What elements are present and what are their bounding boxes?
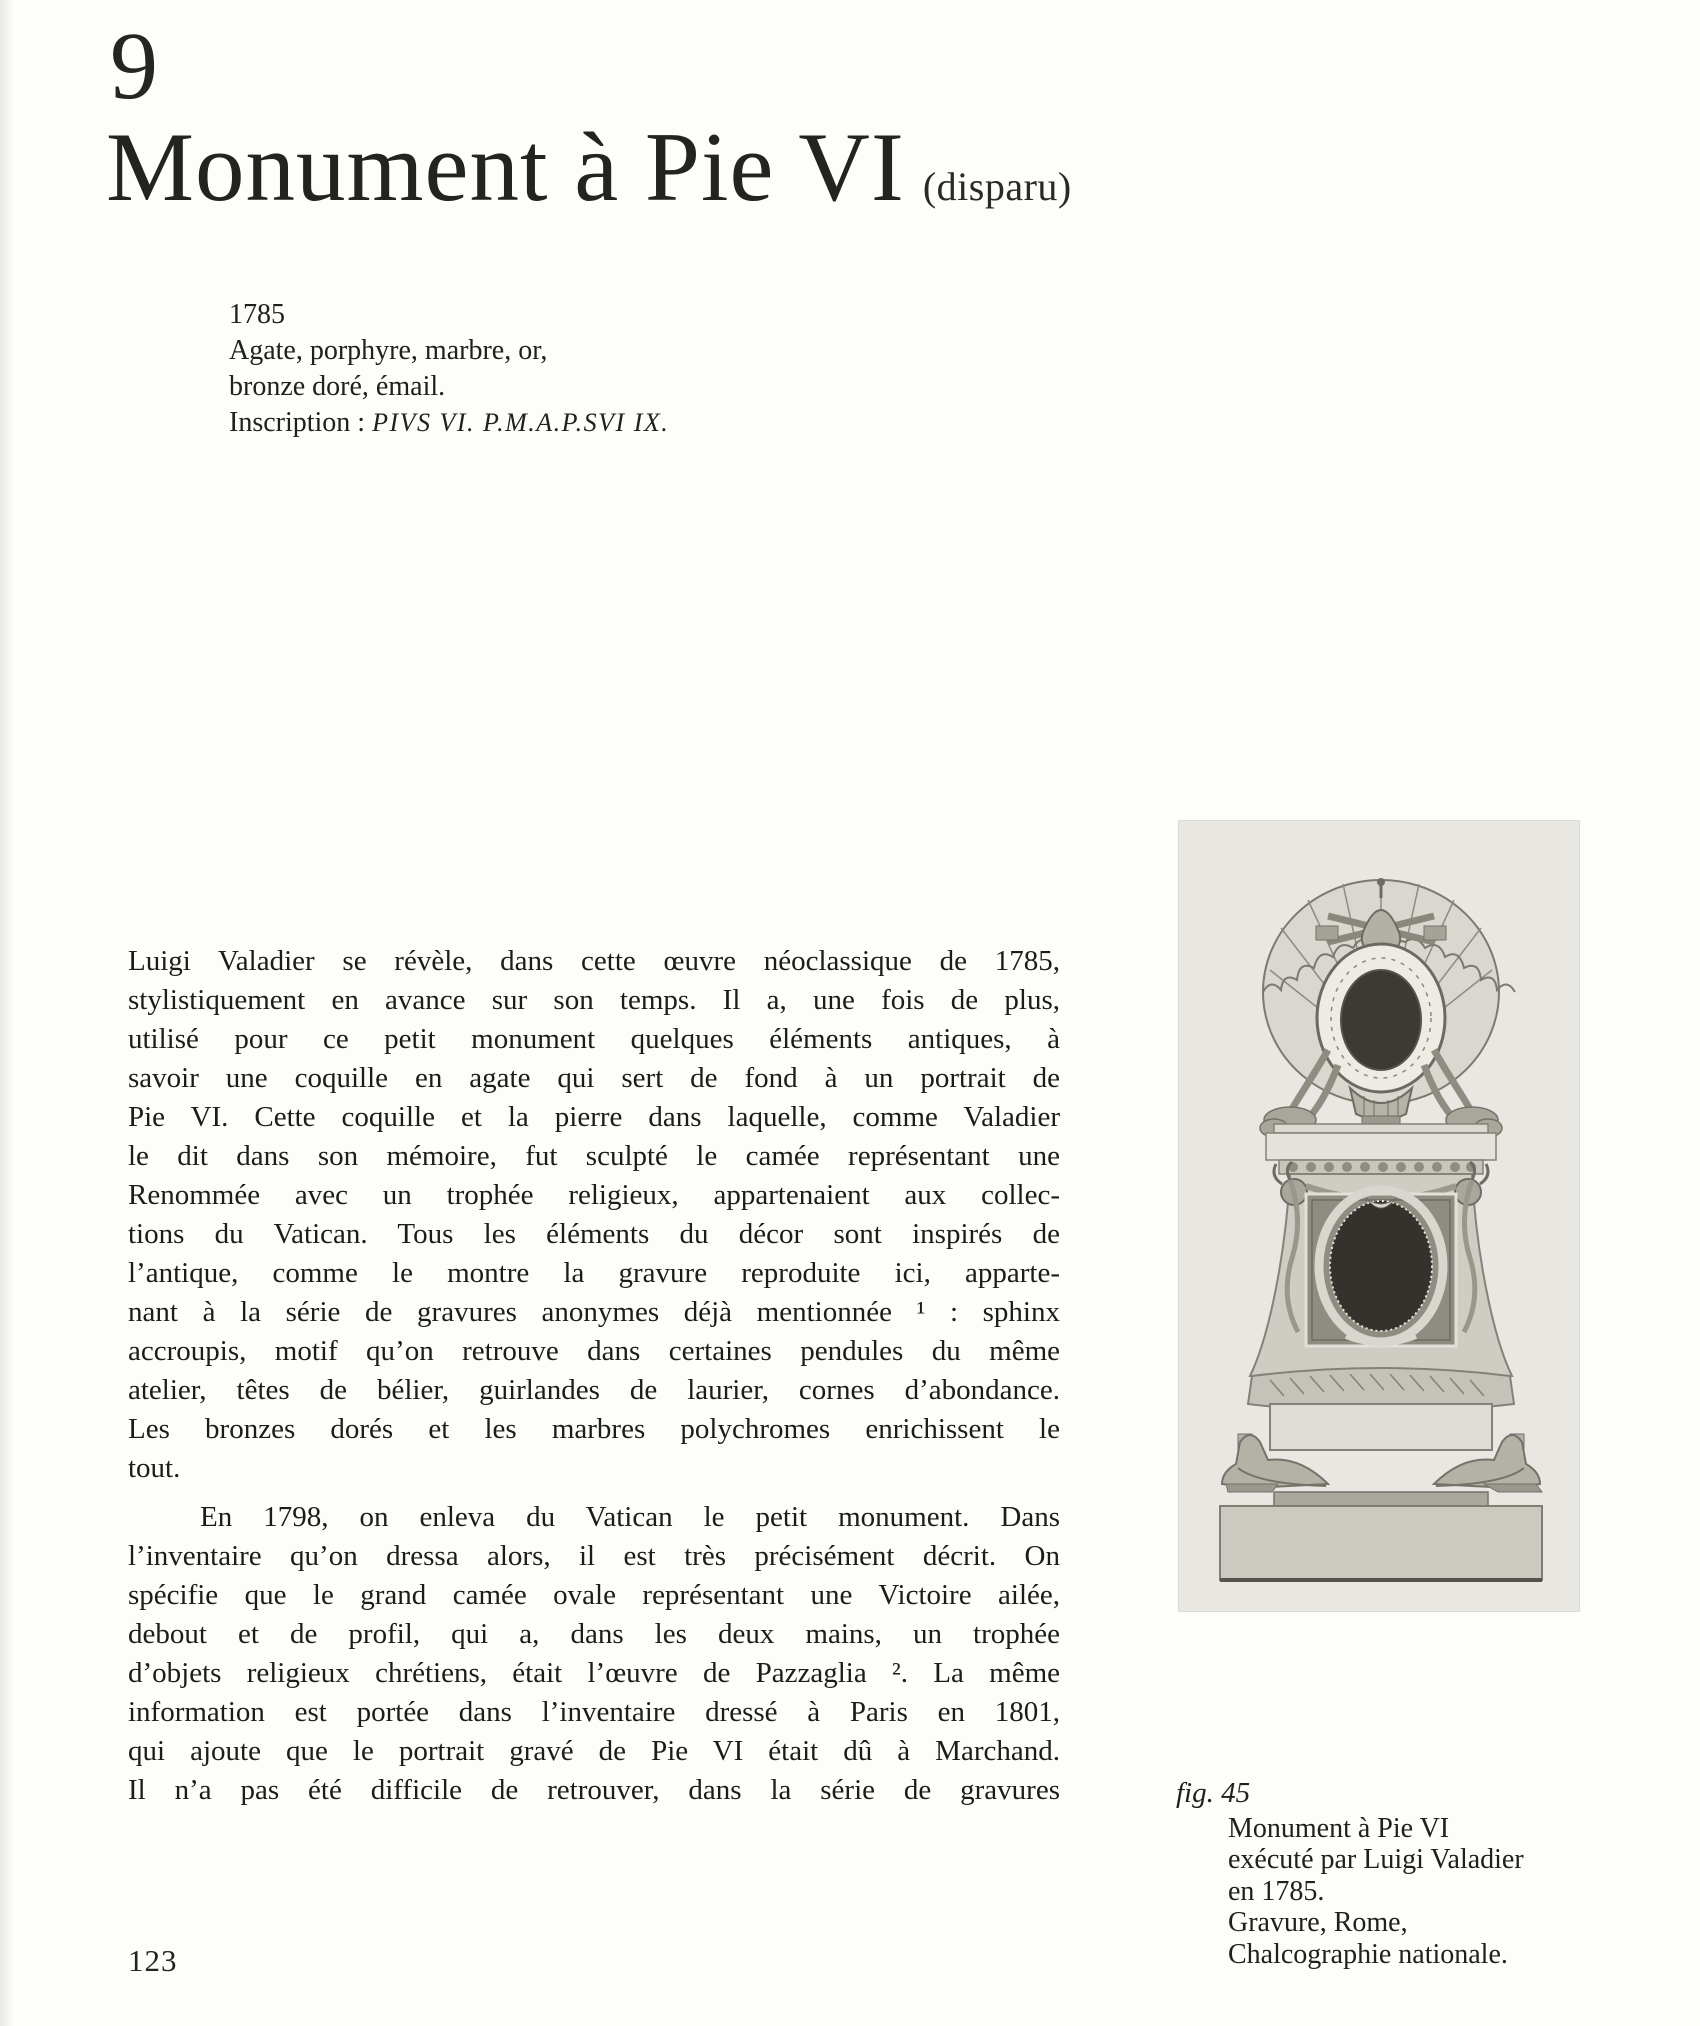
artwork-metadata [229, 297, 669, 441]
text-line: Gravure, Rome, [1228, 1907, 1408, 1938]
text-line: accroupis, motif qu’on retrouve dans certaines pendules du même [128, 1335, 1060, 1367]
page-title-row [106, 113, 1072, 222]
figure-caption-lines [1228, 1813, 1524, 1971]
page-number: 123 [128, 1943, 178, 1978]
text-line: En 1798, on enleva du Vatican le petit monument. Dans [200, 1501, 1060, 1533]
text-line: utilisé pour ce petit monument quelques éléments antiques, à [128, 1023, 1060, 1055]
text-line: tions du Vatican. Tous les éléments du décor sont inspirés de [128, 1218, 1060, 1250]
text-line: spécifie que le grand camée ovale représentant une Victoire ailée, [128, 1579, 1060, 1611]
text-line: debout et de profil, qui a, dans les deux mains, un trophée [128, 1618, 1060, 1650]
text-line: Monument à Pie VI [1228, 1812, 1450, 1844]
page-title-suffix: (disparu) [922, 164, 1072, 209]
text-line: information est portée dans l’inventaire dressé à Paris en 1801, [128, 1696, 1060, 1728]
inscription-value: PIVS VI. P.M.A.P.SVI IX. [372, 408, 670, 437]
monument-cameo-oval [1330, 1201, 1432, 1331]
scan-edge-shadow [0, 0, 14, 2026]
body-text-column [128, 942, 1060, 1810]
text-line: Il n’a pas été difficile de retrouver, dans la série de gravures [128, 1774, 1060, 1806]
chapter-number: 9 [110, 12, 158, 119]
monument-base [1220, 1492, 1542, 1580]
text-line: tout. [128, 1452, 181, 1484]
artwork-inscription [229, 405, 669, 441]
figure-label: fig. 45 [1176, 1777, 1251, 1809]
engraving-figure [1178, 820, 1580, 1612]
artwork-materials-line2: bronze doré, émail. [229, 371, 446, 402]
text-line: Luigi Valadier se révèle, dans cette œuvre néoclassique de 1785, [128, 945, 1060, 977]
page-title: Monument à Pie VI [106, 113, 905, 222]
artwork-year: 1785 [229, 299, 285, 330]
body-paragraph-1 [128, 942, 1060, 1488]
text-line: Pie VI. Cette coquille et la pierre dans laquelle, comme Valadier [128, 1101, 1060, 1133]
text-line: exécuté par Luigi Valadier [1228, 1844, 1524, 1875]
monument-engraving [1178, 820, 1580, 1612]
text-line: savoir une coquille en agate qui sert de fond à un portrait de [128, 1062, 1060, 1094]
text-line: Renommée avec un trophée religieux, appartenaient aux collec- [128, 1179, 1060, 1211]
inscription-label: Inscription : [229, 407, 373, 438]
text-line: nant à la série de gravures anonymes déjà mentionnée ¹ : sphinx [128, 1296, 1060, 1328]
text-line: en 1785. [1228, 1875, 1325, 1907]
body-paragraph-2 [128, 1498, 1060, 1810]
text-line: le dit dans son mémoire, fut sculpté le camée représentant une [128, 1140, 1060, 1172]
monument-cornice [1266, 1124, 1496, 1174]
text-line: d’objets religieux chrétiens, était l’œuvre de Pazzaglia ². La même [128, 1657, 1060, 1689]
text-line: Les bronzes dorés et les marbres polychromes enrichissent le [128, 1413, 1060, 1445]
text-line: qui ajoute que le portrait gravé de Pie VI était dû à Marchand. [128, 1735, 1060, 1767]
text-line: stylistiquement en avance sur son temps. Il a, une fois de plus, [128, 984, 1060, 1016]
text-line: Chalcographie nationale. [1228, 1938, 1508, 1970]
monument-plinth [1270, 1404, 1492, 1450]
medallion-portrait-oval [1341, 970, 1421, 1070]
text-line: l’antique, comme le montre la gravure reproduite ici, apparte- [128, 1257, 1060, 1289]
artwork-materials-line1: Agate, porphyre, marbre, or, [229, 335, 548, 366]
figure-caption [1176, 1778, 1524, 1970]
monument-panel [1306, 1190, 1456, 1346]
text-line: atelier, têtes de bélier, guirlandes de laurier, cornes d’abondance. [128, 1374, 1060, 1406]
text-line: l’inventaire qu’on dressa alors, il est très précisément décrit. On [128, 1540, 1060, 1572]
